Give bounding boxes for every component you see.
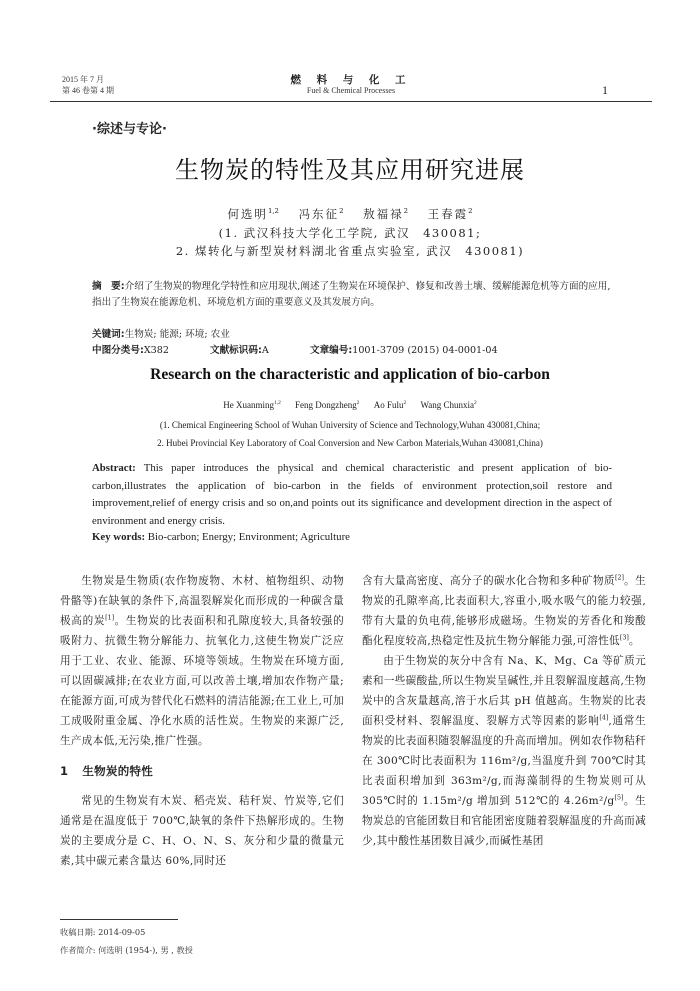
journal-name <box>50 74 652 96</box>
authors-en <box>0 400 700 410</box>
footnote-author-bio: 作者简介: 何选明 (1954-), 男 , 教授 <box>60 945 193 955</box>
affiliation-en-1: (1. Chemical Engineering School of Wuhan University of Science and Technology,Wuhan 430081,China; <box>159 420 541 430</box>
paragraph: 由于生物炭的灰分中含有 Na、K、Mg、Ca 等矿质元素和一些碳酸盐,所以生物炭呈碱性,并且裂解温度越高,生物炭中的含灰量越高,溶于水后其 pH 值越高。生物炭的比表面积受材料、裂解温度、裂解方式等因素的影响[4],通常生物炭的比表面积随裂解温度的升高而增加。例如农作物秸秆在 300℃时比表面积为 116m²/g,当温度升到 700℃时其比表面积增加到 363m²/g,而海藻制得的生物炭则可从 305℃时的 1.15m²/g 增加到 512℃的 4.26m²/g[5]。生物炭总的官能团数目和官能团密度随着裂解温度的升高而减少,其中酸性基团数目减少,而碱性基团 <box>362 655 646 847</box>
author: Wang Chunxia$^2$ <box>420 400 477 410</box>
journal-name-cn: 燃 料 与 化 工 <box>290 74 412 86</box>
classification-row <box>92 343 612 359</box>
authors-cn <box>0 206 700 222</box>
abstract-en-label: Abstract: <box>92 462 136 474</box>
journal-name-en: Fuel & Chemical Processes <box>306 86 396 95</box>
keywords-en-text: Bio-carbon; Energy; Environment; Agriculture <box>145 531 350 543</box>
keywords-cn-text: 生物炭; 能源; 环境; 农业 <box>124 329 230 340</box>
section-heading <box>60 761 344 781</box>
author: Feng Dongzheng$^2$ <box>295 400 360 410</box>
paragraph: 含有大量高密度、高分子的碳水化合物和多种矿物质[2]。生物炭的孔隙率高,比表面积大,容重小,吸水吸气的能力较强,带有大量的负电荷,能够形成磁场。生物炭的芳香化和羧酸酯化程度较高,热稳定性及抗生物分解能力强,可溶性低[3]。 <box>362 574 646 647</box>
citation: [4] <box>599 714 609 722</box>
keywords-cn-label: 关键词: <box>92 329 125 340</box>
doc-code-label: 文献标识码: <box>210 345 262 356</box>
section-number: 1 <box>60 764 69 778</box>
keywords-cn <box>92 327 230 343</box>
paragraph: 生物炭是生物质(农作物废物、木材、植物组织、动物骨骼等)在缺氧的条件下,高温裂解炭化而形成的一种碳含量极高的炭[1]。生物炭的比表面积和孔隙度较大,具备较强的吸附力、抗微生物分解能力、抗氧化力,这使生物炭广泛应用于工业、农业、能源、环境等领域。生物炭在环境方面,可以固碳减排;在农业方面,可以改善土壤,增加农作物产量;在能源方面,可成为替代化石燃料的清洁能源;在工业上,可加工成吸附重金属、净化水质的活性炭。生物炭的来源广泛,生产成本低,无污染,推广性强。 <box>60 575 344 747</box>
article-no-value: 1001-3709 (2015) 04-0001-04 <box>352 345 498 356</box>
clc-label: 中图分类号: <box>92 345 144 356</box>
footnote-divider <box>60 919 178 920</box>
page-number: 1 <box>602 83 608 97</box>
issue-date: 2015 年 7 月 <box>62 75 104 84</box>
abstract-cn-label: 摘 要: <box>92 281 125 292</box>
article-no-label: 文章编号: <box>310 345 353 356</box>
column-label: ·综述与专论· <box>92 122 167 137</box>
author: 何选明$^{1,2}$ <box>227 207 279 221</box>
citation: [5] <box>614 794 624 802</box>
author: He Xuanming$^{1,2}$ <box>223 400 281 410</box>
affiliation-en-2: 2. Hubei Provincial Key Laboratory of Coal Conversion and New Carbon Materials,Wuhan 430081,China) <box>157 438 543 448</box>
section-title: 生物炭的特性 <box>82 764 154 778</box>
body-column-right <box>362 571 646 851</box>
issue-volume: 第 46 卷第 4 期 <box>62 86 114 95</box>
affiliation-cn-2: 2. 煤转化与新型炭材料湖北省重点实验室, 武汉 430081) <box>175 244 525 258</box>
affiliation-cn-1: (1. 武汉科技大学化工学院, 武汉 430081; <box>218 226 482 240</box>
journal-header <box>50 74 652 102</box>
abstract-cn <box>92 279 612 311</box>
clc-value: X382 <box>143 345 169 356</box>
keywords-en <box>92 531 350 543</box>
citation: [1] <box>105 614 115 622</box>
author: Ao Fulu$^2$ <box>373 400 407 410</box>
citation: [2] <box>614 574 624 582</box>
abstract-en <box>92 460 612 530</box>
keywords-en-label: Key words: <box>92 531 146 543</box>
title-en: Research on the characteristic and application of bio-carbon <box>150 366 550 383</box>
footnote-received-date: 收稿日期: 2014-09-05 <box>60 927 146 937</box>
author: 王春霞$^2$ <box>427 207 473 221</box>
citation: [3] <box>619 634 629 642</box>
body-column-left <box>60 571 344 871</box>
abstract-cn-text: 介绍了生物炭的物理化学特性和应用现状,阐述了生物炭在环境保护、修复和改善土壤、缓解能源危机等方面的应用,指出了生物炭在能源危机、环境危机方面的重要意义及其发展方向。 <box>92 281 611 308</box>
author: 敖福禄$^2$ <box>363 207 408 221</box>
title-cn: 生物炭的特性及其应用研究进展 <box>175 156 525 184</box>
author: 冯东征$^2$ <box>298 207 344 221</box>
abstract-en-text: This paper introduces the physical and chemical characteristic and present application of bio-carbon,illustrates the application of bio-carbon in the fields of environment protection,soil restore and improvement,relief of energy crisis and so on,and points out its significance and development direction in the aspect of environment and energy crisis. <box>92 462 612 527</box>
doc-code-value: A <box>261 345 269 356</box>
paragraph: 常见的生物炭有木炭、稻壳炭、秸秆炭、竹炭等,它们通常是在温度低于 700℃,缺氧的条件下热解形成的。生物炭的主要成分是 C、H、O、N、S、灰分和少量的微量元素,其中碳元素含量达 60%,同时还 <box>60 795 344 867</box>
